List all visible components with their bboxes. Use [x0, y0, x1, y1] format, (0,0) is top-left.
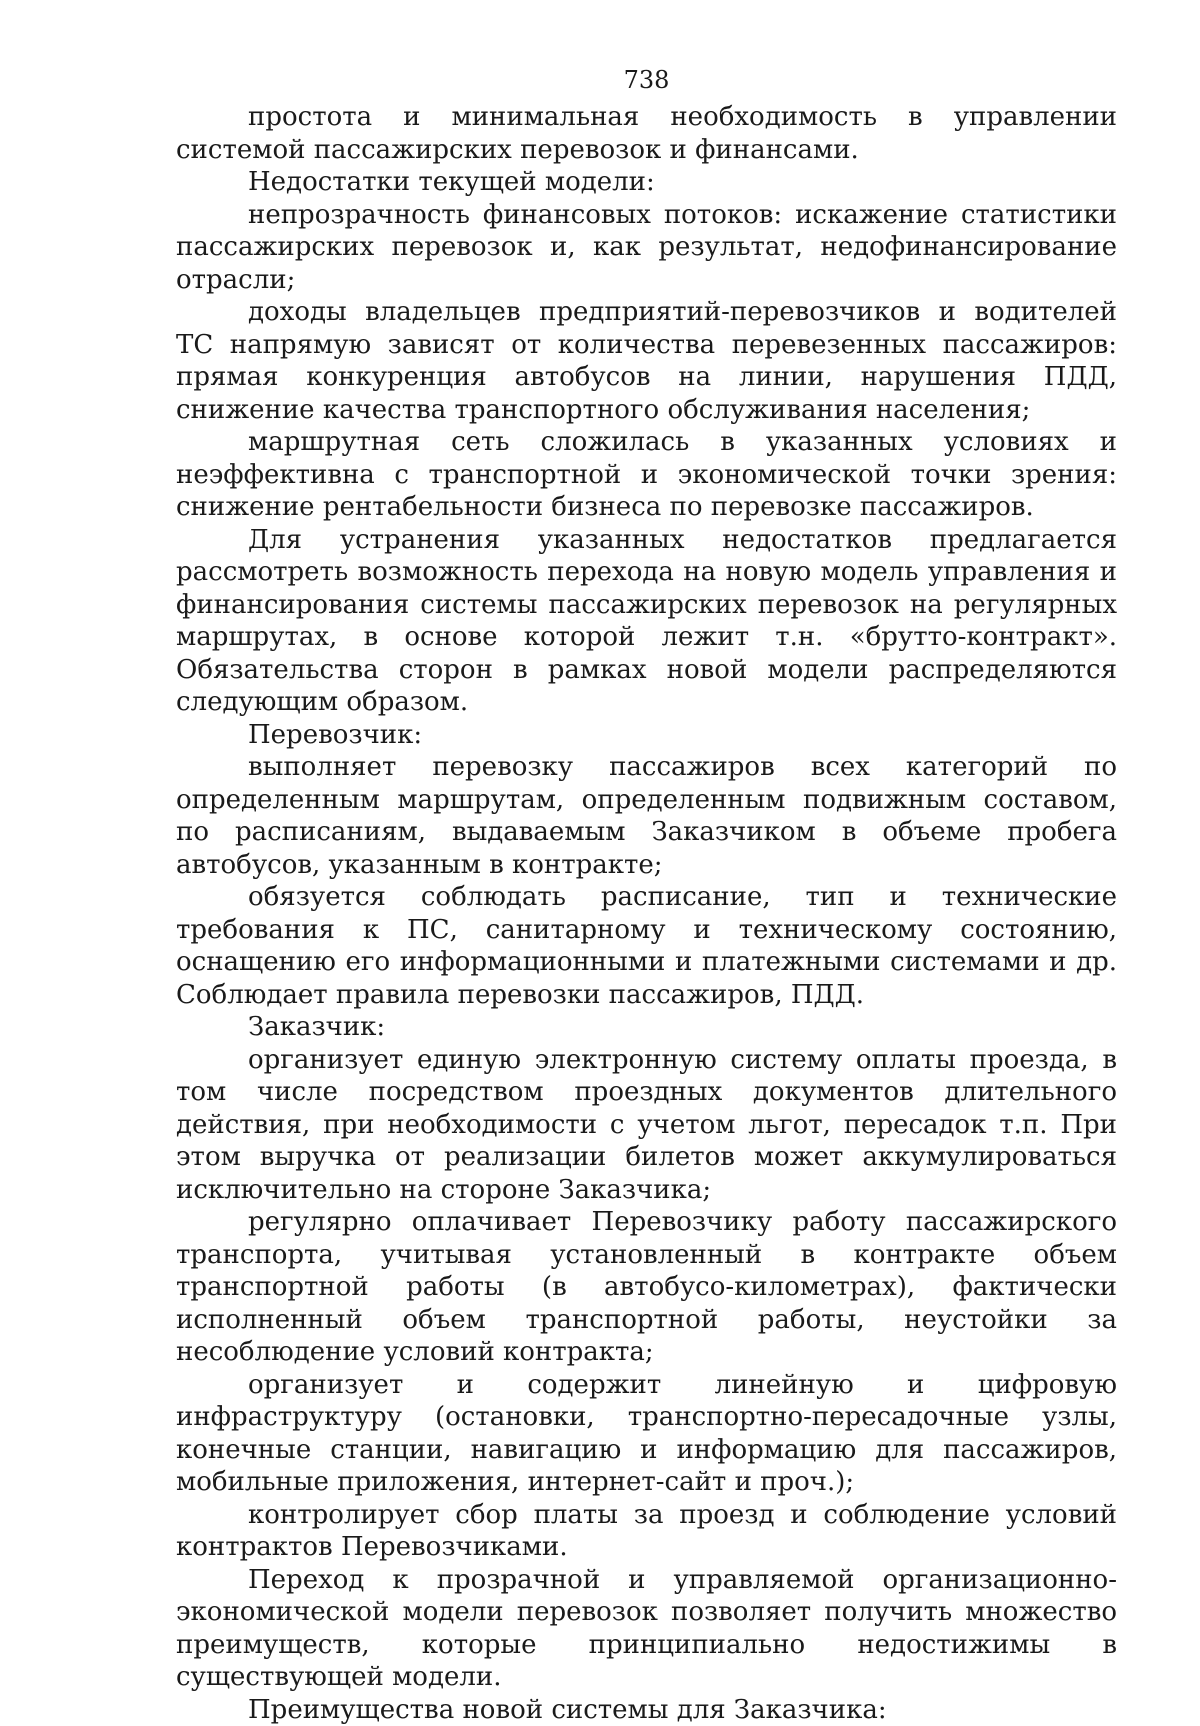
paragraph: маршрутная сеть сложилась в указанных условиях и неэффективна с транспортной и экономической точки зрения: снижение рентабельности бизнеса по перевозке пассажиров.	[176, 426, 1117, 524]
body-text	[176, 101, 1117, 1726]
paragraph: Перевозчик:	[176, 719, 1117, 752]
paragraph: Переход к прозрачной и управляемой организационно-экономической модели перевозок позволяет получить множество преимуществ, которые принципиально недостижимы в существующей модели.	[176, 1564, 1117, 1694]
paragraph: простота и минимальная необходимость в управлении системой пассажирских перевозок и финансами.	[176, 101, 1117, 166]
paragraph: организует единую электронную систему оплаты проезда, в том числе посредством проездных документов длительного действия, при необходимости с учетом льгот, пересадок т.п. При этом выручка от реализации билетов может аккумулироваться исключительно на стороне Заказчика;	[176, 1044, 1117, 1207]
paragraph: Преимущества новой системы для Заказчика:	[176, 1694, 1117, 1726]
paragraph: непрозрачность финансовых потоков: искажение статистики пассажирских перевозок и, как результат, недофинансирование отрасли;	[176, 199, 1117, 297]
paragraph: Недостатки текущей модели:	[176, 166, 1117, 199]
paragraph: выполняет перевозку пассажиров всех категорий по определенным маршрутам, определенным подвижным составом, по расписаниям, выдаваемым Заказчиком в объеме пробега автобусов, указанным в контракте;	[176, 751, 1117, 881]
paragraph: доходы владельцев предприятий-перевозчиков и водителей ТС напрямую зависят от количества перевезенных пассажиров: прямая конкуренция автобусов на линии, нарушения ПДД, снижение качества транспортного обслуживания населения;	[176, 296, 1117, 426]
paragraph: Заказчик:	[176, 1011, 1117, 1044]
page-number: 738	[176, 66, 1117, 94]
paragraph: Для устранения указанных недостатков предлагается рассмотреть возможность перехода на новую модель управления и финансирования системы пассажирских перевозок на регулярных маршрутах, в основе которой лежит т.н. «брутто-контракт». Обязательства сторон в рамках новой модели распределяются следующим образом.	[176, 524, 1117, 719]
paragraph: регулярно оплачивает Перевозчику работу пассажирского транспорта, учитывая установленный в контракте объем транспортной работы (в автобусо-километрах), фактически исполненный объем транспортной работы, неустойки за несоблюдение условий контракта;	[176, 1206, 1117, 1369]
paragraph: организует и содержит линейную и цифровую инфраструктуру (остановки, транспортно-пересадочные узлы, конечные станции, навигацию и информацию для пассажиров, мобильные приложения, интернет-сайт и проч.);	[176, 1369, 1117, 1499]
paragraph: контролирует сбор платы за проезд и соблюдение условий контрактов Перевозчиками.	[176, 1499, 1117, 1564]
paragraph: обязуется соблюдать расписание, тип и технические требования к ПС, санитарному и техническому состоянию, оснащению его информационными и платежными системами и др. Соблюдает правила перевозки пассажиров, ПДД.	[176, 881, 1117, 1011]
